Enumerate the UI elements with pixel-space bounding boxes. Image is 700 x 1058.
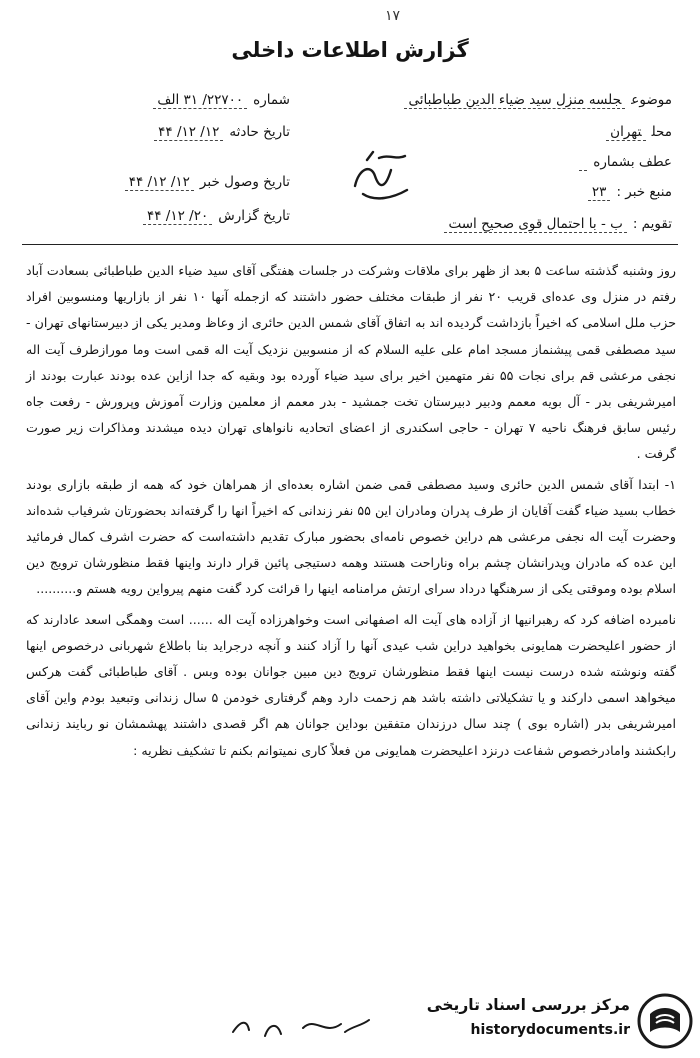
report-date-field (143, 208, 290, 224)
report-date-value: ۲۰/ ۱۲/ ۴۴ (143, 208, 212, 225)
place-value: تهران (606, 124, 645, 141)
history-documents-logo-icon (636, 992, 694, 1050)
calendar-value: ب - با احتمال قوی صحیح است (444, 216, 626, 233)
number-value: ۲۲۷۰۰/ ۳۱ الف (153, 92, 247, 109)
reference-field (579, 154, 672, 170)
handwritten-signature-top (345, 146, 415, 208)
paragraph-1: روز وشنبه گذشته ساعت ۵ بعد از ظهر برای ملاقات وشرکت در جلسات هفتگی آقای سید ضیاء الدین طباطبائی بسعادت آباد رفتم در منزل وی عده‌ای قریب ۲۰ نفر از طبقات مختلف حضور داشتند که ازجمله آنها ۱۰ نفر از بازاریها ومنسوبین افراد حزب ملل اسلامی که اخیراً بازداشت گردیده اند به اتفاق آقای شمس الدین حائری از وعاظ ومدیر یکی از دبیرستانهای تهران - سید مصطفی قمی پیشنماز مسجد امام علی علیه السلام که از منسوبین نزدیک آیت اله قمی است وما مورازطرف آیت اله نجفی مرعشی قم برای نجات ۵۵ نفر متهمین اخیر برای سید ضیاء آورده بود وبقیه که جدا ازاین عده بودند عبارت بودند از امیرشریفی بدر - آل بویه معمم ودبیر دبیرستان تخت جمشید - بدر معمم از معلمین وزارت آموزش وپرورش - رفعت جاه رئیس سابق فرهنگ ناحیه ۷ تهران - حاجی اسکندری از اعضای اتحادیه نانواهای تهران دیده میشدند ومذاکرات زیر صورت گرفت . (26, 263, 676, 462)
received-date-label: تاریخ وصول خبر (199, 174, 290, 190)
report-body (26, 258, 676, 764)
incident-date-field (154, 124, 290, 140)
incident-date-value: ۱۲/ ۱۲/ ۴۴ (154, 124, 223, 141)
calendar-field (444, 216, 672, 232)
reference-label: عطف بشماره (593, 154, 672, 170)
page-mark: ۱۷ (385, 8, 401, 24)
watermark-title: مرکز بررسی اسناد تاریخی (426, 996, 630, 1014)
paragraph-3: نامبرده اضافه کرد که رهبرانیها از آزاده های آیت اله اصفهانی است وخواهرزاده آیت اله ...... است وهمگی اسعد عادارند که از حضور اعلیحضرت همایونی بخواهید دراین شب عیدی آنها را آزاد کنند و آنچه درجراید بنا باطلاع شهربانی درخصوص اینها گفته ونوشته شده درست نیست اینها فقط منظورشان ترویج دین مبین جوانان بوده وبس . آقای طباطبائی گفت هرکس میخواهد اسمی دارکند و یا تشکیلاتی داشته باشد هم زحمت دارد وهم گرفتاری خودمن ۵ سال زندانی وتبعید بودم واین آقای امیرشریفی بدر (اشاره بوی ) چند سال درزندان متفقین بوداین جوانان هم اگر قصدی داشتند پهشمشان نو ربایند زندانی رابکشند وامادرخصوص شفاعت درنزد اعلیحضرت همایونی من فعلاً کاری نمیتوانم بکنم تا تشکیف نظریه : (26, 611, 676, 758)
watermark-url: historydocuments.ir (470, 1022, 630, 1038)
document-title: گزارش اطلاعات داخلی (231, 38, 469, 62)
subject-field (404, 92, 672, 108)
report-date-label: تاریخ گزارش (218, 208, 290, 224)
source-value: ۲۳ (588, 184, 611, 201)
received-date-field (125, 174, 290, 190)
calendar-label: تقویم : (632, 216, 672, 232)
subject-label: موضوع (631, 92, 672, 108)
incident-date-label: تاریخ حادثه (229, 124, 290, 140)
reference-value (579, 154, 587, 171)
number-field (153, 92, 290, 108)
handwritten-signature-bottom (225, 1006, 375, 1046)
subject-value: جلسه منزل سید ضیاء الدین طباطبائی (404, 92, 625, 109)
place-label: محل (651, 124, 672, 140)
place-field (606, 124, 672, 140)
number-label: شماره (253, 92, 290, 108)
archive-watermark (408, 990, 694, 1052)
header-divider (22, 244, 678, 245)
source-field (588, 184, 672, 200)
source-label: منبع خبر : (616, 184, 672, 200)
paragraph-2: ۱- ابتدا آقای شمس الدین حائری وسید مصطفی قمی ضمن اشاره بعده‌ای از همراهان خود که همه از طبقه بازاری بودند خطاب بسید ضیاء گفت آقایان از طرف پدران ومادران این ۵۵ نفر زندانی که اخیراً انها را گرفته‌اند بحضورتان شرفیاب شده‌اند وحضرت آیت اله نجفی مرعشی هم دراین خصوص نامه‌ای بحضور مبارک تقدیم داشته‌است که حضرت اشرف کمال فرمائید این عده که مادران وپدرانشان چشم براه وناراحت هستند وهمه دستیجی پائین قرار دارند واینها فقط منظورشان ترویج دین اسلام بوده وموقتی یکی از سرهنگها درداد سرای ارتش مرامنامه اینها را قرائت کرد گفت منهم پیرواین رویه هستم و.......... (26, 476, 676, 597)
received-date-value: ۱۲/ ۱۲/ ۴۴ (125, 174, 194, 191)
